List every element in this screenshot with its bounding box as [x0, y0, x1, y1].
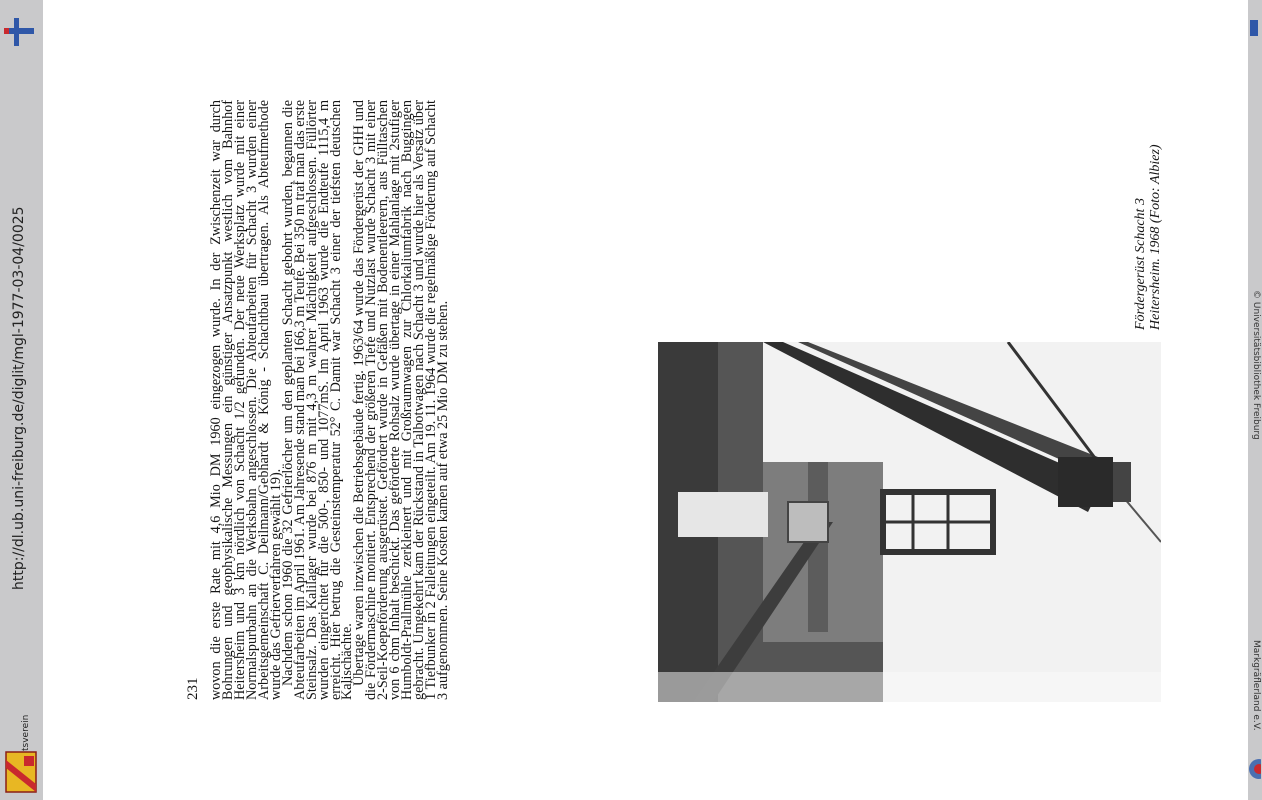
paragraph: Nachdem schon 1960 die 32 Gefrierlöcher um den geplanten Schacht gebohrt wurden, begannen die Abteufarbeiten im April 1961. Am Jahresende stand man bei 166,3 m Teufe. Bei 350 m traf man das erste Steinsalz. Das Kalilager wurde bei 876 m mit 4,3 m wahrer Mächtigkeit aufgeschlossen. Füllörter wurden eingerichtet für die 500-, 850- und 1077mS. Im April 1963 wurde die Endteufe 1115,4 m erreicht. Hier betrug die Gesteinstemperatur 52° C. Damit war Schacht 3 einer der tiefsten deutschen Kalischächte. [279, 100, 356, 700]
association-label: Markgräflerland e.V. [1251, 640, 1261, 731]
article-body [208, 100, 452, 700]
copyright-label: © Universitätsbibliothek Freiburg [1251, 290, 1261, 440]
right-strip-labels [1247, 0, 1261, 800]
photo-caption [1133, 30, 1163, 330]
footer-url-bar [11, 0, 31, 800]
caption-line-2: Heitersheim. 1968 (Foto: Albiez) [1148, 144, 1163, 330]
page-number: 231 [185, 677, 201, 700]
caption-line-1: Fördergerüst Schacht 3 [1133, 198, 1148, 330]
document-page [43, 0, 1248, 800]
document-url-link[interactable]: http://dl.ub.uni-freiburg.de/diglit/mgl-1977-03-04/0025 [11, 206, 27, 590]
article-text-block [185, 100, 651, 700]
paragraph: Übertage waren inzwischen die Betriebsgebäude fertig. 1963/64 wurde das Fördergerüst der GHH und die Fördermaschine montiert. Entsprechend der größeren Tiefe und Nutzlast wurde Schacht 3 mit einer 2-Seil-Koepeförderung ausgerüstet. Gefördert wurde in Gefäßen mit Bodenentleerern, aus Fülltaschen von 6 cbm Inhalt beschickt. Das geförderte Rohsalz wurde übertage in einer Mahlanlage mit 2stufiger Humboldt-Prallmühle zerkleinert und mit Großraumwagen zur Chlorkaliumfabrik nach Buggingen gebracht. Umgekehrt kam der Rückstand in Talbotwagen nach Schacht 3 und wurde hier als Versatz über 1 Tiefbunker in 2 Falleitungen eingeteilt. Am 19. 11. 1964 wurde die regelmäßige Förderung auf Schacht 3 aufgenommen. Seine Kosten kamen auf etwa 25 Mio DM zu stehen. [351, 100, 452, 700]
crest-icon [4, 750, 38, 794]
headframe-photo [658, 342, 1161, 702]
paragraph: wovon die erste Rate mit 4,6 Mio DM 1960 eingezogen wurde. In der Zwischenzeit war durch Bohrungen und geophysikalische Messungen ein günstiger Ansatzpunkt westlich vom Bahnhof Heitersheim und 3 km nördlich von Schacht 1/2 gefunden. Der neue Werksplatz wurde mit einer Normalspurbahn an die Werksbahn angeschlossen. Die Abteufarbeiten für Schacht 3 wurden einer Arbeitsgemeinschaft C. Deilmann/Gebhardt & König - Schachtbau übertragen. Als Abteufmethode wurde das Gefrierverfahren gewählt 19). [208, 100, 284, 700]
